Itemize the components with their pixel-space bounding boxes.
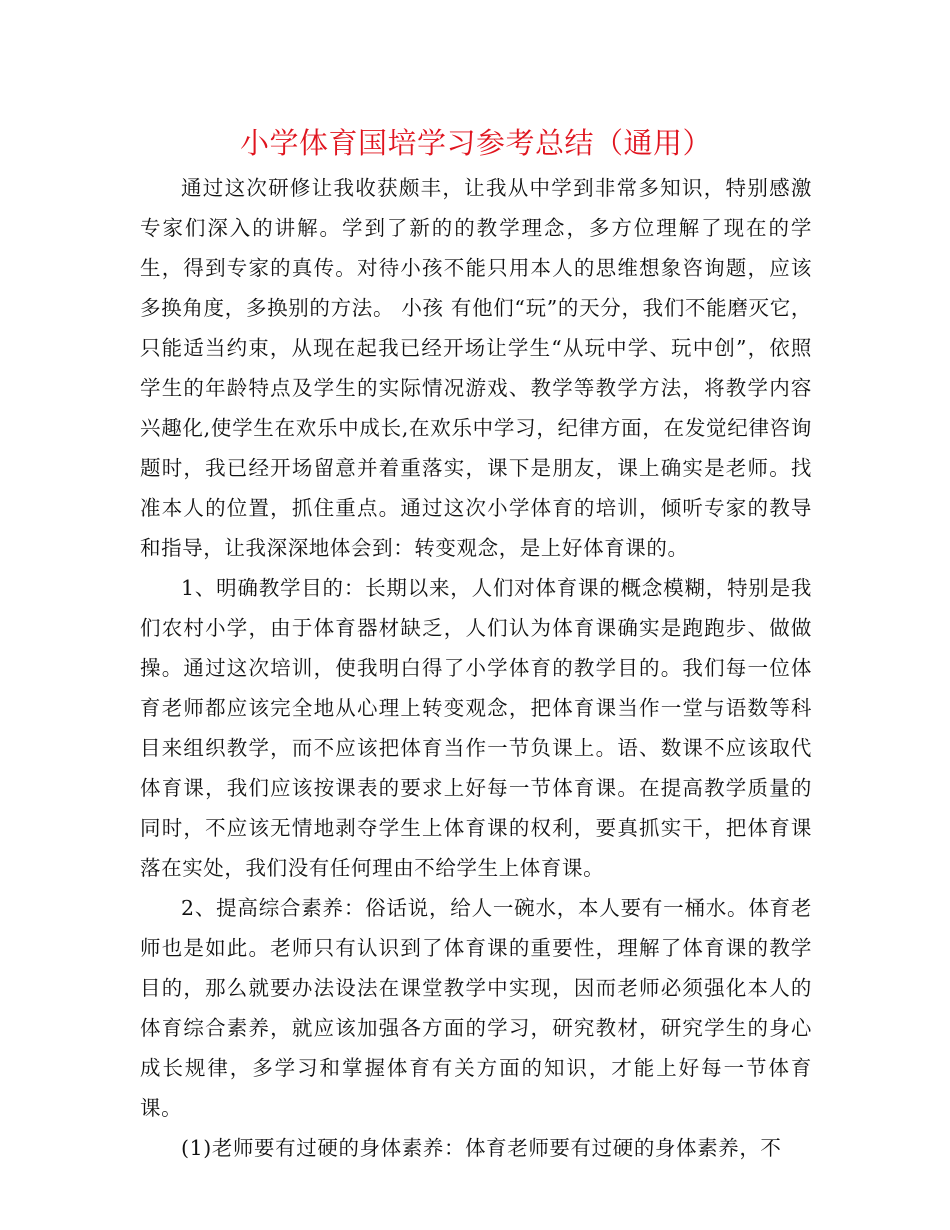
document-page xyxy=(140,118,812,1168)
paragraph-intro: 通过这次研修让我收获颇丰，让我从中学到非常多知识，特别感激专家们深入的讲解。学到了新的的教学理念，多方位理解了现在的学生，得到专家的真传。对待小孩不能只用本人的思维想象咨询题，应该多换角度，多换别的方法。 小孩 有他们“玩”的天分，我们不能磨灭它，只能适当约束，从现在起我已经开场让学生“从玩中学、玩中创”，依照学生的年龄特点及学生的实际情况游戏、教学等教学方法，将教学内容兴趣化,使学生在欢乐中成长,在欢乐中学习，纪律方面，在发觉纪律咨询题时，我已经开场留意并着重落实，课下是朋友，课上确实是老师。找准本人的位置，抓住重点。通过这次小学体育的培训，倾听专家的教导和指导，让我深深地体会到：转变观念，是上好体育课的。 xyxy=(140,176,812,560)
document-title: 小学体育国培学习参考总结（通用） xyxy=(239,126,712,160)
paragraph-teaching-goal: 1、明确教学目的：长期以来，人们对体育课的概念模糊，特别是我们农村小学，由于体育器材缺乏，人们认为体育课确实是跑跑步、做做操。通过这次培训，使我明白得了小学体育的教学目的。我们每一位体育老师都应该完全地从心理上转变观念，把体育课当作一堂与语数等科目来组织教学，而不应该把体育当作一节负课上。语、数课不应该取代体育课，我们应该按课表的要求上好每一节体育课。在提高教学质量的同时，不应该无情地剥夺学生上体育课的权利，要真抓实干，把体育课落在实处，我们没有任何理由不给学生上体育课。 xyxy=(140,576,812,880)
paragraph-overall-quality: 2、提高综合素养：俗话说，给人一碗水，本人要有一桶水。体育老师也是如此。老师只有认识到了体育课的重要性，理解了体育课的教学目的，那么就要办法设法在课堂教学中实现，因而老师必须强化本人的体育综合素养，就应该加强各方面的学习，研究教材，研究学生的身心成长规律，多学习和掌握体育有关方面的知识，才能上好每一节体育课。 xyxy=(140,896,812,1120)
paragraph-physical-quality: (1)老师要有过硬的身体素养：体育老师要有过硬的身体素养，不 xyxy=(181,1136,782,1160)
